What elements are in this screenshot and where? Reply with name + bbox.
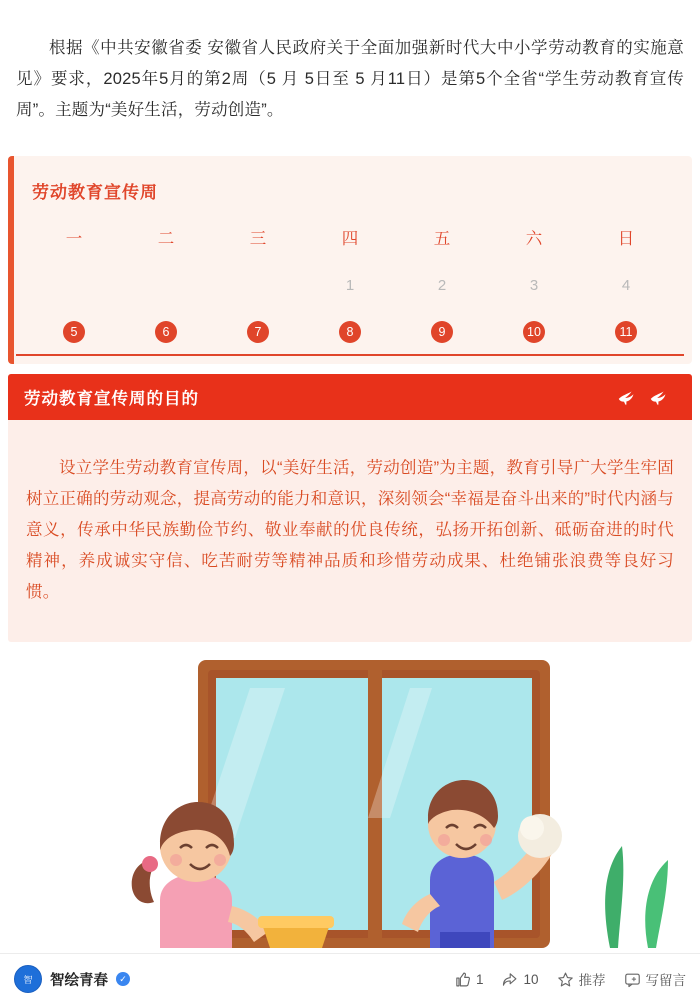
recommend-label: 推荐	[578, 973, 606, 988]
calendar-cell-highlight	[304, 309, 396, 355]
weekday-header: 四	[341, 230, 359, 248]
dove-icon	[648, 386, 670, 408]
calendar-day-badge: 10	[523, 321, 545, 343]
star-icon	[557, 971, 574, 988]
action-bar	[454, 969, 686, 989]
decor-birds	[616, 386, 670, 408]
calendar-day-badge: 8	[339, 321, 361, 343]
share-count: 10	[523, 971, 539, 987]
illustration-area	[0, 648, 700, 948]
purpose-body: 设立学生劳动教育宣传周，以“美好生活，劳动创造”为主题，教育引导广大学生牢固树立正确的劳动观念，提高劳动的能力和意识，深刻领会“幸福是奋斗出来的”时代内涵与意义，传承中华民族勤俭节约、敬业奉献的优良传统，弘扬开拓创新、砥砺奋进的时代精神，养成诚实守信、吃苦耐劳等精神品质和珍惜劳动成果、杜绝铺张浪费等良好习惯。	[26, 458, 674, 601]
calendar-cell-highlight	[120, 309, 212, 355]
calendar-bottom-rule	[16, 354, 684, 356]
share-action[interactable]	[501, 971, 538, 988]
verified-badge-icon: ✓	[116, 972, 130, 986]
share-icon	[501, 971, 518, 988]
like-count: 1	[475, 971, 484, 987]
intro-paragraph: 根据《中共安徽省委 安徽省人民政府关于全面加强新时代大中小学劳动教育的实施意见》要求，2025年5月的第2周（5 月 5日至 5 月11日）是第5个全省“学生劳动教育宣传周”。主题为“美好生活，劳动创造”。	[16, 38, 684, 119]
calendar-cell-highlight	[488, 309, 580, 355]
dove-icon	[616, 386, 638, 408]
purpose-header	[8, 374, 692, 420]
weekday-header: 二	[157, 230, 175, 248]
like-action[interactable]	[454, 971, 484, 988]
author-block[interactable]	[14, 965, 130, 993]
children-cleaning-window-illustration	[0, 648, 700, 948]
calendar-grid	[8, 221, 692, 355]
calendar-cell-highlight	[580, 309, 672, 355]
calendar-title: 劳动教育宣传周	[32, 183, 158, 202]
calendar-day-badge: 11	[615, 321, 637, 343]
recommend-action[interactable]	[557, 969, 606, 989]
comment-icon	[624, 971, 641, 988]
comment-label: 写留言	[645, 973, 686, 988]
article-page	[0, 17, 700, 1005]
calendar-day-badge: 9	[431, 321, 453, 343]
calendar-cell	[212, 263, 304, 309]
weekday-header: 六	[525, 230, 543, 248]
calendar-cell: 1	[345, 277, 355, 294]
thumbs-up-icon	[454, 971, 471, 988]
calendar-cell-highlight	[396, 309, 488, 355]
calendar-cell-highlight	[28, 309, 120, 355]
calendar-day-badge: 7	[247, 321, 269, 343]
calendar-cell: 2	[437, 277, 447, 294]
purpose-title: 劳动教育宣传周的目的	[24, 390, 199, 408]
weekday-header: 日	[617, 230, 635, 248]
avatar[interactable]: 智	[14, 965, 42, 993]
calendar-day-badge: 5	[63, 321, 85, 343]
purpose-section	[8, 374, 692, 642]
calendar-cell: 4	[621, 277, 631, 294]
weekday-header: 五	[433, 230, 451, 248]
weekday-header: 三	[249, 230, 267, 248]
author-name[interactable]: 智绘青春	[50, 972, 108, 989]
calendar-card	[8, 156, 692, 364]
comment-action[interactable]	[624, 969, 687, 989]
calendar-cell-highlight	[212, 309, 304, 355]
calendar-day-badge: 6	[155, 321, 177, 343]
calendar-cell	[28, 263, 120, 309]
calendar-cell: 3	[529, 277, 539, 294]
calendar-accent-bar	[8, 156, 14, 364]
footer-bar	[0, 953, 700, 1005]
weekday-header: 一	[65, 230, 83, 248]
calendar-cell	[120, 263, 212, 309]
